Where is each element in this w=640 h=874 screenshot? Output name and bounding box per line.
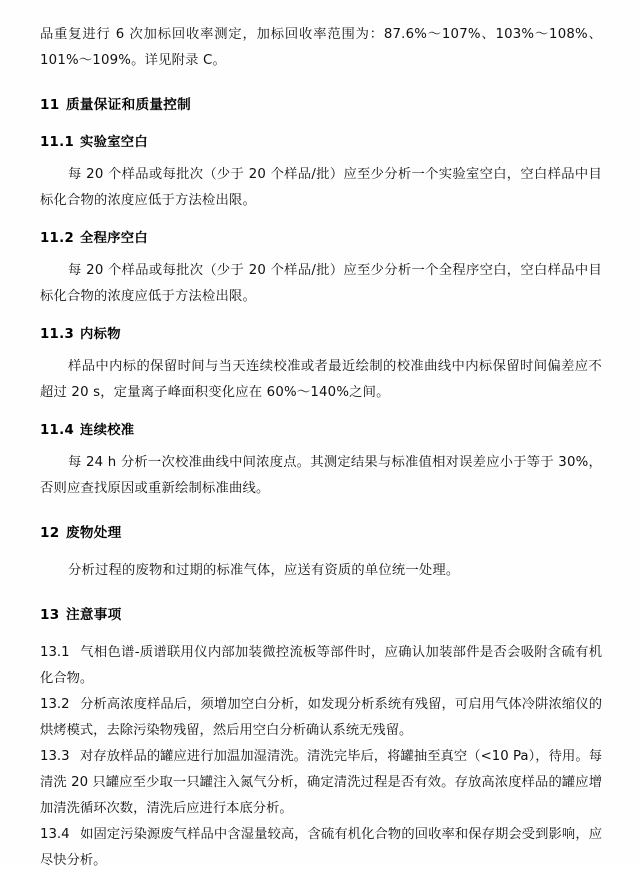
note-item-13-2 bbox=[40, 692, 602, 744]
subsection-paragraph-11-3: 样品中内标的保留时间与当天连续校准或者最近绘制的校准曲线中内标保留时间偏差应不超过 20 s，定量离子峰面积变化应在 60%～140%之间。 bbox=[40, 359, 602, 400]
subsection-heading-11-2 bbox=[40, 226, 602, 252]
subsection-number-11-1: 11.1 bbox=[40, 135, 75, 150]
subsection-paragraph-11-1: 每 20 个样品或每批次（少于 20 个样品/批）应至少分析一个实验室空白，空白样品中目标化合物的浓度应低于方法检出限。 bbox=[40, 167, 602, 208]
section-title-12: 废物处理 bbox=[66, 525, 122, 541]
subsection-heading-11-1 bbox=[40, 130, 602, 156]
section-number-11: 11 bbox=[40, 97, 60, 113]
section-title-11: 质量保证和质量控制 bbox=[66, 97, 192, 113]
section-number-13: 13 bbox=[40, 607, 60, 623]
subsection-number-11-4: 11.4 bbox=[40, 423, 75, 438]
subsection-heading-11-3 bbox=[40, 322, 602, 348]
spacer bbox=[40, 406, 602, 418]
section-number-12: 12 bbox=[40, 525, 60, 541]
spacer bbox=[40, 584, 602, 602]
spacer bbox=[40, 214, 602, 226]
subsection-title-11-3: 内标物 bbox=[80, 327, 121, 342]
subsection-number-11-2: 11.2 bbox=[40, 231, 75, 246]
subsection-number-11-3: 11.3 bbox=[40, 327, 75, 342]
section-heading-13 bbox=[40, 602, 602, 628]
note-text-13-2: 分析高浓度样品后，须增加空白分析，如发现分析系统有残留，可启用气体冷阱浓缩仪的烘烤模式，去除污染物残留，然后用空白分析确认系统无残留。 bbox=[40, 697, 602, 738]
note-number-13-4: 13.4 bbox=[40, 827, 70, 842]
spacer bbox=[40, 546, 602, 558]
note-item-13-1 bbox=[40, 640, 602, 692]
section-title-13: 注意事项 bbox=[66, 607, 122, 623]
spacer bbox=[40, 628, 602, 640]
spacer bbox=[40, 74, 602, 92]
section-paragraph-12: 分析过程的废物和过期的标准气体，应送有资质的单位统一处理。 bbox=[68, 563, 460, 578]
spacer bbox=[40, 502, 602, 520]
section-heading-12 bbox=[40, 520, 602, 546]
note-item-13-4 bbox=[40, 822, 602, 874]
note-text-13-1: 气相色谱-质谱联用仪内部加装微控流板等部件时，应确认加装部件是否会吸附含硫有机化合物。 bbox=[40, 645, 602, 686]
subsection-paragraph-11-4: 每 24 h 分析一次校准曲线中间浓度点。其测定结果与标准值相对误差应小于等于 30%，否则应查找原因或重新绘制标准曲线。 bbox=[40, 455, 602, 496]
note-number-13-3: 13.3 bbox=[40, 749, 70, 764]
section-heading-11 bbox=[40, 92, 602, 118]
note-text-13-3: 对存放样品的罐应进行加温加湿清洗。清洗完毕后，将罐抽至真空（<10 Pa），待用。每清洗 20 只罐应至少取一只罐注入氮气分析，确定清洗过程是否有效。存放高浓度样品的罐应增加清洗循环次数，清洗后应进行本底分析。 bbox=[40, 749, 602, 816]
note-item-13-3 bbox=[40, 744, 602, 822]
subsection-title-11-2: 全程序空白 bbox=[80, 231, 148, 246]
subsection-heading-11-4 bbox=[40, 418, 602, 444]
intro-paragraph: 品重复进行 6 次加标回收率测定，加标回收率范围为：87.6%～107%、103%～108%、101%～109%。详见附录 C。 bbox=[40, 27, 602, 68]
spacer bbox=[40, 118, 602, 130]
note-number-13-1: 13.1 bbox=[40, 645, 70, 660]
subsection-paragraph-11-2: 每 20 个样品或每批次（少于 20 个样品/批）应至少分析一个全程序空白，空白样品中目标化合物的浓度应低于方法检出限。 bbox=[40, 263, 602, 304]
note-text-13-4: 如固定污染源废气样品中含湿量较高，含硫有机化合物的回收率和保存期会受到影响，应尽快分析。 bbox=[40, 827, 602, 868]
subsection-title-11-4: 连续校准 bbox=[80, 423, 135, 438]
subsection-title-11-1: 实验室空白 bbox=[80, 135, 148, 150]
spacer bbox=[40, 310, 602, 322]
note-number-13-2: 13.2 bbox=[40, 697, 70, 712]
